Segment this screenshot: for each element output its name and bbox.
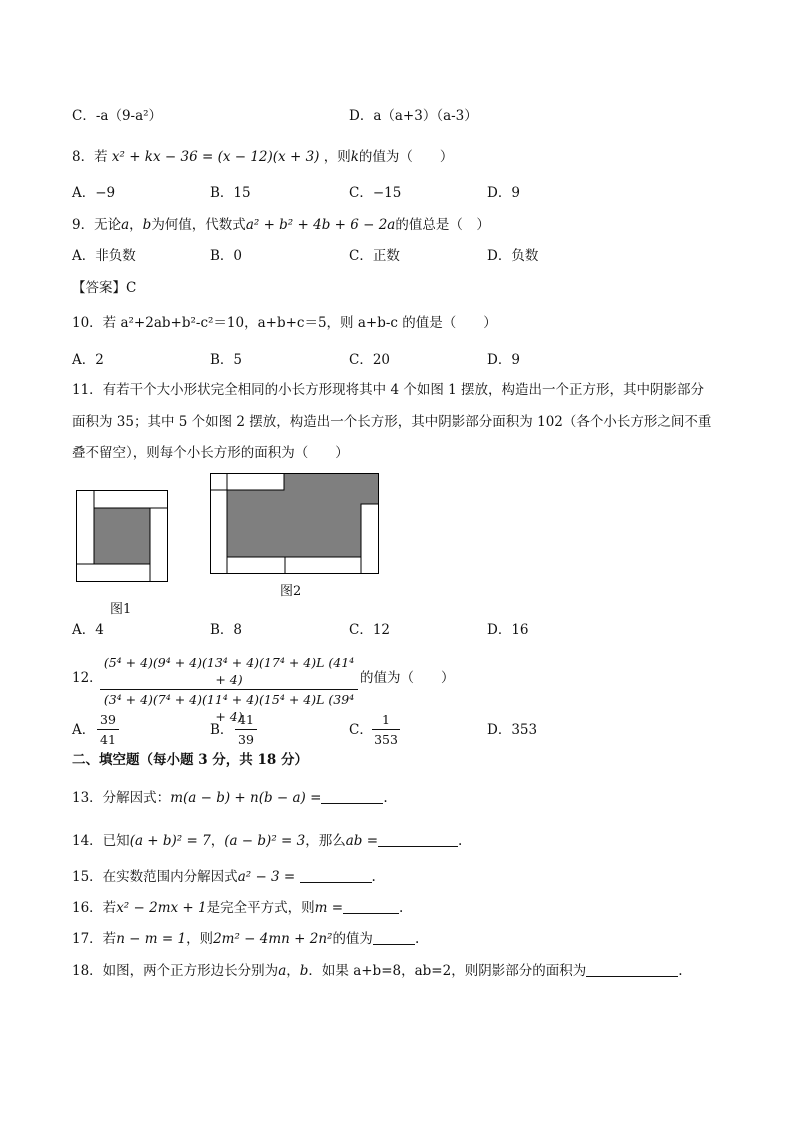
q18-answer-blank[interactable] bbox=[586, 962, 678, 977]
q14-end: . bbox=[458, 833, 463, 849]
q9-stem bbox=[72, 215, 490, 235]
q8-option-c: C．−15 bbox=[349, 185, 402, 201]
q7-option-d: D．a（a+3）（a-3） bbox=[349, 108, 478, 124]
q9-stem-b: 为何值，代数式 bbox=[151, 217, 246, 233]
q16-text: 16．若 bbox=[72, 900, 117, 916]
q12-option-a-num: 39 bbox=[97, 711, 119, 730]
q7-option-c: C．-a（9-a²） bbox=[72, 108, 163, 124]
q16-answer-blank[interactable] bbox=[343, 899, 399, 914]
q14-formula-3: ab = bbox=[345, 833, 379, 849]
q9-option-b: B．0 bbox=[210, 248, 243, 264]
q11-option-c: C．12 bbox=[349, 622, 391, 638]
q12-fraction bbox=[100, 654, 358, 725]
q17-formula-1: n − m = 1 bbox=[116, 931, 187, 947]
q8-stem-suffix: ，则 bbox=[323, 149, 351, 165]
q12-option-b-num: 41 bbox=[235, 711, 257, 730]
q18-rest: ．如果 a+b=8，ab=2，则阴影部分的面积为 bbox=[308, 963, 587, 979]
q12-option-c-label: C． bbox=[349, 722, 373, 738]
q13-end: . bbox=[383, 790, 388, 806]
q8-formula: x² + kx − 36 = (x − 12)(x + 3) bbox=[111, 149, 320, 165]
q15-end: . bbox=[371, 869, 376, 885]
q12-number: 12． bbox=[72, 670, 103, 686]
q17-mid: ，则 bbox=[186, 931, 214, 947]
q11-line-2: 面积为 35；其中 5 个如图 2 摆放，构造出一个长方形，其中阴影部分面积为 102（各个小长方形之间不重 bbox=[72, 414, 712, 430]
q9-option-d: D．负数 bbox=[487, 248, 539, 264]
q17-answer-blank[interactable] bbox=[373, 930, 415, 945]
q10-option-b: B．5 bbox=[210, 352, 243, 368]
q8-var: k bbox=[350, 149, 359, 165]
q14-answer-blank[interactable] bbox=[378, 832, 458, 847]
q9-var-b: b bbox=[142, 217, 152, 233]
q11-line-1: 11．有若干个大小形状完全相同的小长方形现将其中 4 个如图 1 摆放，构造出一个正方形，其中阴影部分 bbox=[72, 382, 705, 398]
q12-stem-end: 的值为（ ） bbox=[360, 670, 455, 686]
q17-text: 17．若 bbox=[72, 931, 117, 947]
q17-stem bbox=[72, 929, 419, 949]
q16-formula: x² − 2mx + 1 bbox=[116, 900, 207, 916]
q12-option-b-label: B． bbox=[210, 722, 234, 738]
q16-formula-2: m = bbox=[314, 900, 344, 916]
q18-var-a: a bbox=[278, 963, 287, 979]
q8-option-b: B．15 bbox=[210, 185, 251, 201]
q9-stem-c: 的值总是（ ） bbox=[395, 217, 490, 233]
q9-option-c: C．正数 bbox=[349, 248, 400, 264]
q11-figure-2-label: 图2 bbox=[280, 584, 302, 599]
q12-option-c-den: 353 bbox=[374, 732, 398, 747]
q8-stem-end: 的值为（ ） bbox=[358, 149, 454, 165]
q12-option-a-den: 41 bbox=[100, 732, 116, 747]
q14-sep: ， bbox=[210, 833, 225, 849]
q18-stem bbox=[72, 961, 683, 981]
q11-figure-1-label: 图1 bbox=[110, 602, 132, 617]
q12-option-c-fraction bbox=[372, 711, 400, 748]
q16-stem bbox=[72, 898, 403, 918]
q14-stem bbox=[72, 831, 462, 851]
q15-answer-blank[interactable] bbox=[300, 868, 372, 883]
q10-option-c: C．20 bbox=[349, 352, 391, 368]
q13-text: 13．分解因式： bbox=[72, 790, 171, 806]
q12-option-c-num: 1 bbox=[372, 711, 400, 730]
q11-figure-2 bbox=[210, 473, 381, 575]
q15-stem bbox=[72, 867, 376, 887]
q8-option-a: A．−9 bbox=[72, 185, 116, 201]
q12-option-d: D．353 bbox=[487, 722, 538, 738]
q10-option-d: D．9 bbox=[487, 352, 520, 368]
q8-stem-prefix: 8．若 bbox=[72, 149, 108, 165]
q14-formula-1: (a + b)² = 7 bbox=[129, 833, 211, 849]
q12-numerator: (5⁴ + 4)(9⁴ + 4)(13⁴ + 4)(17⁴ + 4)L (41⁴ + 4) bbox=[100, 654, 358, 690]
q15-formula: a² − 3 = bbox=[237, 869, 296, 885]
q9-answer: 【答案】C bbox=[72, 280, 137, 296]
q12-option-a-fraction bbox=[97, 711, 119, 748]
q9-option-a: A．非负数 bbox=[72, 248, 136, 264]
q10-option-a: A．2 bbox=[72, 352, 104, 368]
q9-stem-a: 9．无论 bbox=[72, 217, 122, 233]
q12-option-a-label: A． bbox=[72, 722, 96, 738]
q14-text: 14．已知 bbox=[72, 833, 130, 849]
fig1-shaded-square bbox=[94, 508, 150, 564]
q16-mid: 是完全平方式，则 bbox=[206, 900, 315, 916]
q11-option-a: A．4 bbox=[72, 622, 104, 638]
q11-line-3: 叠不留空），则每个小长方形的面积为（ ） bbox=[72, 445, 349, 461]
q13-stem bbox=[72, 788, 388, 808]
q12-option-b-den: 39 bbox=[238, 732, 254, 747]
q18-sep: ， bbox=[286, 963, 300, 979]
q14-mid: ，那么 bbox=[305, 833, 346, 849]
q9-formula: a² + b² + 4b + 6 − 2a bbox=[245, 217, 396, 233]
q18-text: 18．如图，两个正方形边长分别为 bbox=[72, 963, 279, 979]
q18-end: . bbox=[678, 963, 683, 979]
q10-stem: 10．若 a²+2ab+b²-c²＝10，a+b+c＝5，则 a+b-c 的值是（ ） bbox=[72, 315, 497, 331]
q11-option-b: B．8 bbox=[210, 622, 243, 638]
q11-option-d: D．16 bbox=[487, 622, 529, 638]
q17-formula-2: 2m² − 4mn + 2n² bbox=[213, 931, 333, 947]
q14-formula-2: (a − b)² = 3 bbox=[224, 833, 306, 849]
q17-dot: . bbox=[414, 931, 420, 947]
q15-text: 15．在实数范围内分解因式 bbox=[72, 869, 238, 885]
q12-option-b-fraction bbox=[235, 711, 257, 748]
q16-end: . bbox=[399, 900, 404, 916]
q11-figure-1 bbox=[76, 490, 170, 584]
q18-var-b: b bbox=[299, 963, 309, 979]
q17-end: 的值为 bbox=[332, 931, 373, 947]
q12-denominator: (3⁴ + 4)(7⁴ + 4)(11⁴ + 4)(15⁴ + 4)L (39⁴ + 4) bbox=[103, 692, 355, 724]
q9-var-a: a bbox=[121, 217, 130, 233]
q8-option-d: D．9 bbox=[487, 185, 520, 201]
q13-answer-blank[interactable] bbox=[321, 789, 383, 804]
section-2-title: 二、填空题（每小题 3 分，共 18 分） bbox=[72, 752, 308, 768]
q8-stem bbox=[72, 147, 453, 167]
q13-formula: m(a − b) + n(b − a) = bbox=[170, 790, 322, 806]
q9-sep: ， bbox=[129, 217, 143, 233]
